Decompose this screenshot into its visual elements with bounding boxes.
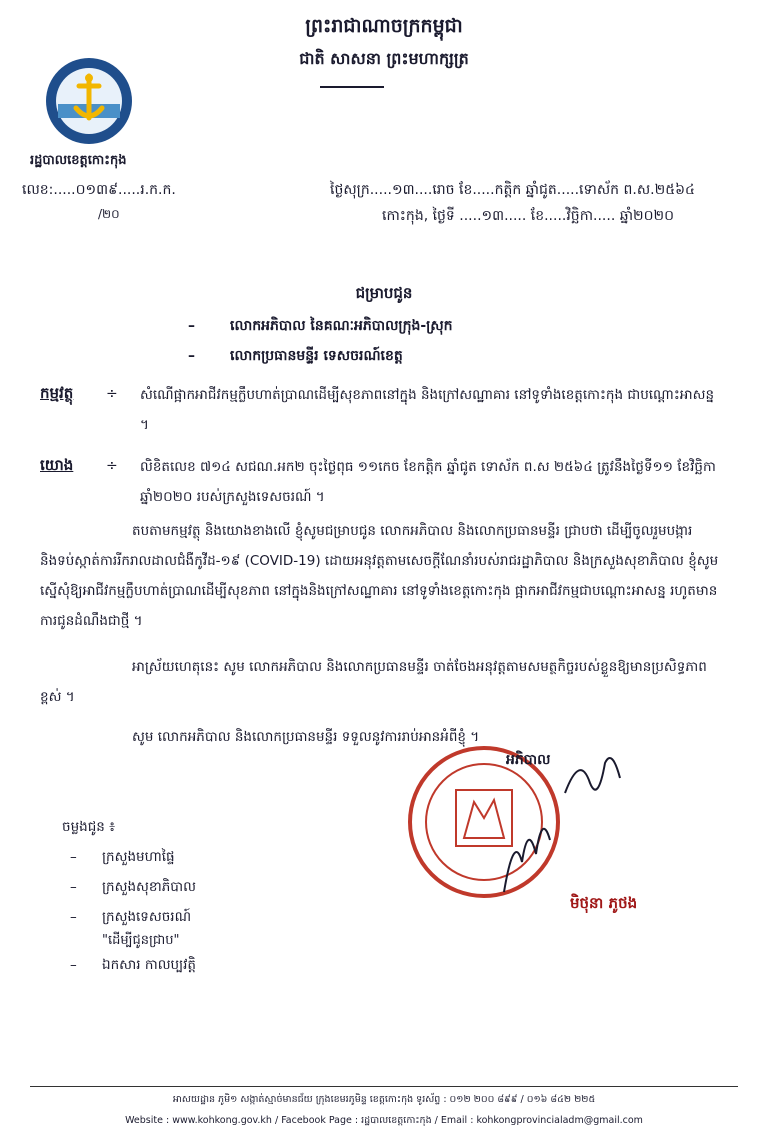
- reference-number: លេខ:.....០១៣៩.....រ.ក.ក.: [22, 182, 176, 198]
- cc-note: "ដើម្បីជូនជ្រាប": [102, 933, 180, 948]
- cc-item-text: ក្រសួងមហាផ្ទៃ: [102, 849, 175, 865]
- cc-item-text: ឯកសារ កាលប្បវត្តិ: [102, 957, 197, 973]
- provincial-emblem-logo: [44, 56, 134, 146]
- national-motto: ជាតិ សាសនា ព្រះមហាក្សត្រ: [299, 49, 469, 68]
- reference-colon: ÷: [106, 458, 118, 474]
- cc-item: – ក្រសួងមហាផ្ទៃ: [70, 849, 175, 865]
- issuing-administration: រដ្ឋបាលខេត្តកោះកុង: [30, 153, 127, 168]
- salutation: ជម្រាបជូន: [355, 284, 413, 302]
- date-lunar: ថ្ងៃសុក្រ.....១៣....រោច ខែ.....កត្តិក ឆ្នាំជូត.....ទោស័ក ព.ស.២៥៦៤: [330, 182, 695, 198]
- subject-text: សំណើផ្អាកអាជីវកម្មក្លឹបហាត់ប្រាណដើម្បីសុខភាពនៅក្នុង និងក្រៅសណ្ឋាគារ នៅទូទាំងខេត្តកោះកុង ជាបណ្តោះអាសន្ន ។: [140, 387, 715, 433]
- subject-colon: ÷: [106, 386, 118, 402]
- body-paragraph-1: តបតាមកម្មវត្ថុ និងយោងខាងលើ ខ្ញុំសូមជម្រាបជូន លោកអភិបាល និងលោកប្រធានមន្ទីរ ជ្រាបថា ដើម្បីចូលរួមបង្ការ និងទប់ស្កាត់ការរីករាលដាលជំងឺកូវីដ-១៩ (COVID-19) ដោយអនុវត្តតាមសេចក្តីណែនាំរបស់រាជរដ្ឋាភិបាល និងក្រសួងសុខាភិបាល ខ្ញុំសូមស្នើសុំឱ្យអាជីវកម្មក្លឹបហាត់ប្រាណដើម្បីសុខភាព នៅក្នុងនិងក្រៅសណ្ឋាគារ នៅទូទាំងខេត្តកោះកុង ផ្អាកអាជីវកម្មជាបណ្តោះអាសន្ន រហូតមានការជូនដំណឹងជាថ្មី ។: [40, 523, 719, 629]
- cc-item: – ក្រសួងសុខាភិបាល: [70, 879, 196, 895]
- footer-address: អាសយដ្ឋាន ភូមិ១ សង្កាត់ស្មាច់មានជ័យ ក្រុងខេមរភូមិន្ទ ខេត្តកោះកុង ទូរស័ព្ទ : ០១២ ២០០ ៨៩៩ / ០១៦ ៨៤២ ២២៥: [172, 1094, 596, 1105]
- cc-item: – ក្រសួងទេសចរណ៍: [70, 909, 192, 925]
- signatory-title: អភិបាល: [506, 752, 551, 768]
- cc-item-text: ក្រសួងទេសចរណ៍: [102, 909, 192, 925]
- recipient-2: – លោកប្រធានមន្ទីរ ទេសចរណ៍ខេត្ត: [188, 348, 403, 364]
- header-divider: [320, 86, 384, 88]
- subject-label: កម្មវត្ថុ: [40, 384, 74, 402]
- kingdom-heading: ព្រះរាជាណាចក្រកម្ពុជា: [305, 15, 463, 37]
- reference-label: យោង: [40, 456, 74, 474]
- recipient-2-text: លោកប្រធានមន្ទីរ ទេសចរណ៍ខេត្ត: [230, 348, 403, 364]
- cc-item: – ឯកសារ កាលប្បវត្តិ: [70, 957, 197, 973]
- date-solar: កោះកុង, ថ្ងៃទី .....១៣..... ខែ.....វិច្ឆិកា..... ឆ្នាំ២០២០: [382, 208, 675, 224]
- recipient-1: – លោកអភិបាល នៃគណៈអភិបាលក្រុង-ស្រុក: [188, 318, 453, 334]
- signatory-name: មិថុនា ភូថង: [570, 894, 638, 912]
- footer-contacts: Website : www.kohkong.gov.kh / Facebook Page : រដ្ឋបាលខេត្តកោះកុង / Email : kohkongprovincialadm@gmail.com: [125, 1115, 643, 1126]
- body-paragraph-2: អាស្រ័យហេតុនេះ សូម លោកអភិបាល និងលោកប្រធានមន្ទីរ ចាត់ចែងអនុវត្តតាមសមត្ថកិច្ចរបស់ខ្លួនឱ្យមានប្រសិទ្ធភាពខ្ពស់ ។: [40, 659, 707, 705]
- cc-item-text: ក្រសួងសុខាភិបាល: [102, 879, 196, 895]
- footer-divider: [30, 1086, 738, 1087]
- reference-text: លិខិតលេខ ៧១៤ សជណ.អក២ ចុះថ្ងៃពុធ ១១កេច ខែកត្តិក ឆ្នាំជូត ទោស័ក ព.ស ២៥៦៤ ត្រូវនឹងថ្ងៃទី១១ ខែវិច្ឆិកា ឆ្នាំ២០២០ របស់ក្រសួងទេសចរណ៍ ។: [140, 459, 716, 505]
- cc-title: ចម្លងជូន ៖: [62, 819, 116, 835]
- handwritten-signature: [560, 748, 630, 808]
- recipient-1-text: លោកអភិបាល នៃគណៈអភិបាលក្រុង-ស្រុក: [230, 318, 453, 334]
- reference-year: /២០: [98, 207, 120, 221]
- closing-line: សូម លោកអភិបាល និងលោកប្រធានមន្ទីរ ទទួលនូវការរាប់អានអំពីខ្ញុំ ។: [132, 729, 480, 745]
